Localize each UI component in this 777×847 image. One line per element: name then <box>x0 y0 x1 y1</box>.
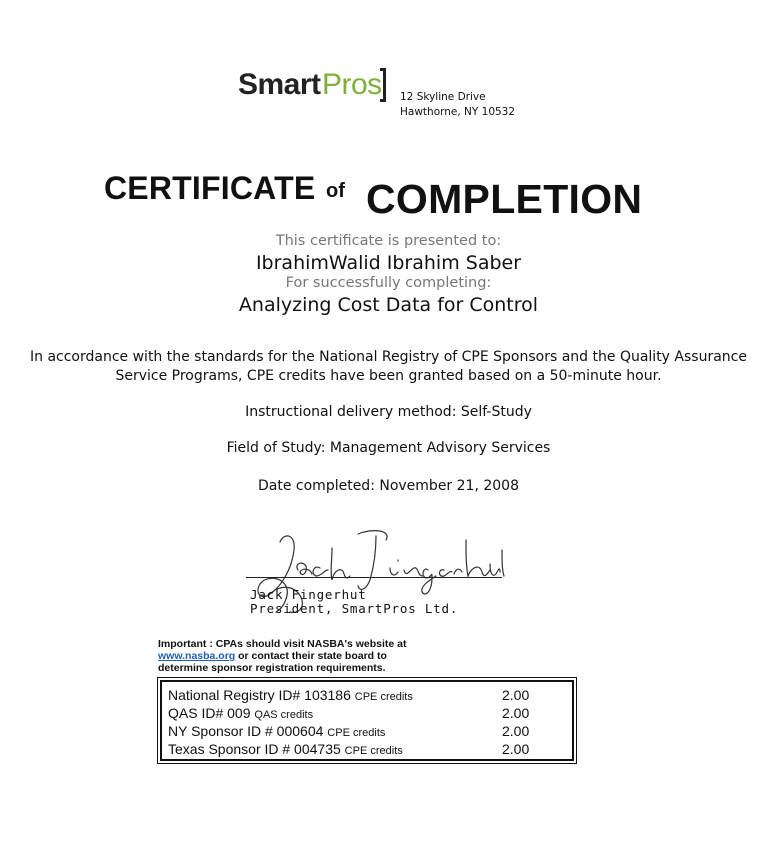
company-address <box>400 90 515 120</box>
credit-label: QAS ID# 009 <box>168 705 251 721</box>
course-title: Analyzing Cost Data for Control <box>238 294 539 316</box>
credit-label: National Registry ID# 103186 <box>168 687 351 703</box>
logo-text-pros: Pros <box>322 68 382 101</box>
credit-label: NY Sponsor ID # 000604 <box>168 723 324 739</box>
credit-value: 2.00 <box>502 723 530 739</box>
date-completed: Date completed: November 21, 2008 <box>258 478 519 494</box>
logo-text-smart: Smart <box>238 68 321 101</box>
logo-bracket-icon <box>380 68 386 102</box>
credit-row <box>168 741 572 759</box>
title-completion: COMPLETION <box>366 176 643 222</box>
important-prefix: Important : CPAs should visit NASBA's website at <box>158 638 407 650</box>
important-note <box>158 638 438 674</box>
signer-block <box>250 588 458 616</box>
nasba-link[interactable]: www.nasba.org <box>158 650 236 662</box>
delivery-method: Instructional delivery method: Self-Study <box>245 404 532 420</box>
credit-unit: CPE credits <box>344 745 403 757</box>
credit-row <box>168 723 572 741</box>
credit-value: 2.00 <box>502 687 530 703</box>
signature-line <box>246 577 502 578</box>
credits-table <box>157 677 577 764</box>
title-certificate: CERTIFICATE <box>104 170 316 206</box>
address-line-1: 12 Skyline Drive <box>400 91 486 103</box>
address-line-2: Hawthorne, NY 10532 <box>400 106 516 118</box>
field-of-study: Field of Study: Management Advisory Services <box>226 440 551 456</box>
signer-title: President, SmartPros Ltd. <box>250 601 459 616</box>
credit-label: Texas Sponsor ID # 004735 <box>168 741 341 757</box>
completing-label: For successfully completing: <box>285 275 492 291</box>
presented-to-label: This certificate is presented to: <box>275 233 502 249</box>
credit-row <box>168 687 572 705</box>
credit-value: 2.00 <box>502 741 530 757</box>
credit-unit: CPE credits <box>354 691 413 703</box>
important-suffix: or contact their state board to determine sponsor registration requirements. <box>158 650 387 674</box>
accordance-statement: In accordance with the standards for the National Registry of CPE Sponsors and the Quality Assurance Service Programs, CPE credits have been granted based on a 50-minute hour. <box>30 349 747 384</box>
credit-value: 2.00 <box>502 705 530 721</box>
credit-unit: CPE credits <box>327 727 386 739</box>
signer-name: Jack Fingerhut <box>250 587 367 602</box>
recipient-name: IbrahimWalid Ibrahim Saber <box>255 252 522 274</box>
credit-row <box>168 705 572 723</box>
credits-table-inner <box>160 680 574 761</box>
title-of: of <box>326 180 345 202</box>
credit-unit: QAS credits <box>254 709 314 721</box>
